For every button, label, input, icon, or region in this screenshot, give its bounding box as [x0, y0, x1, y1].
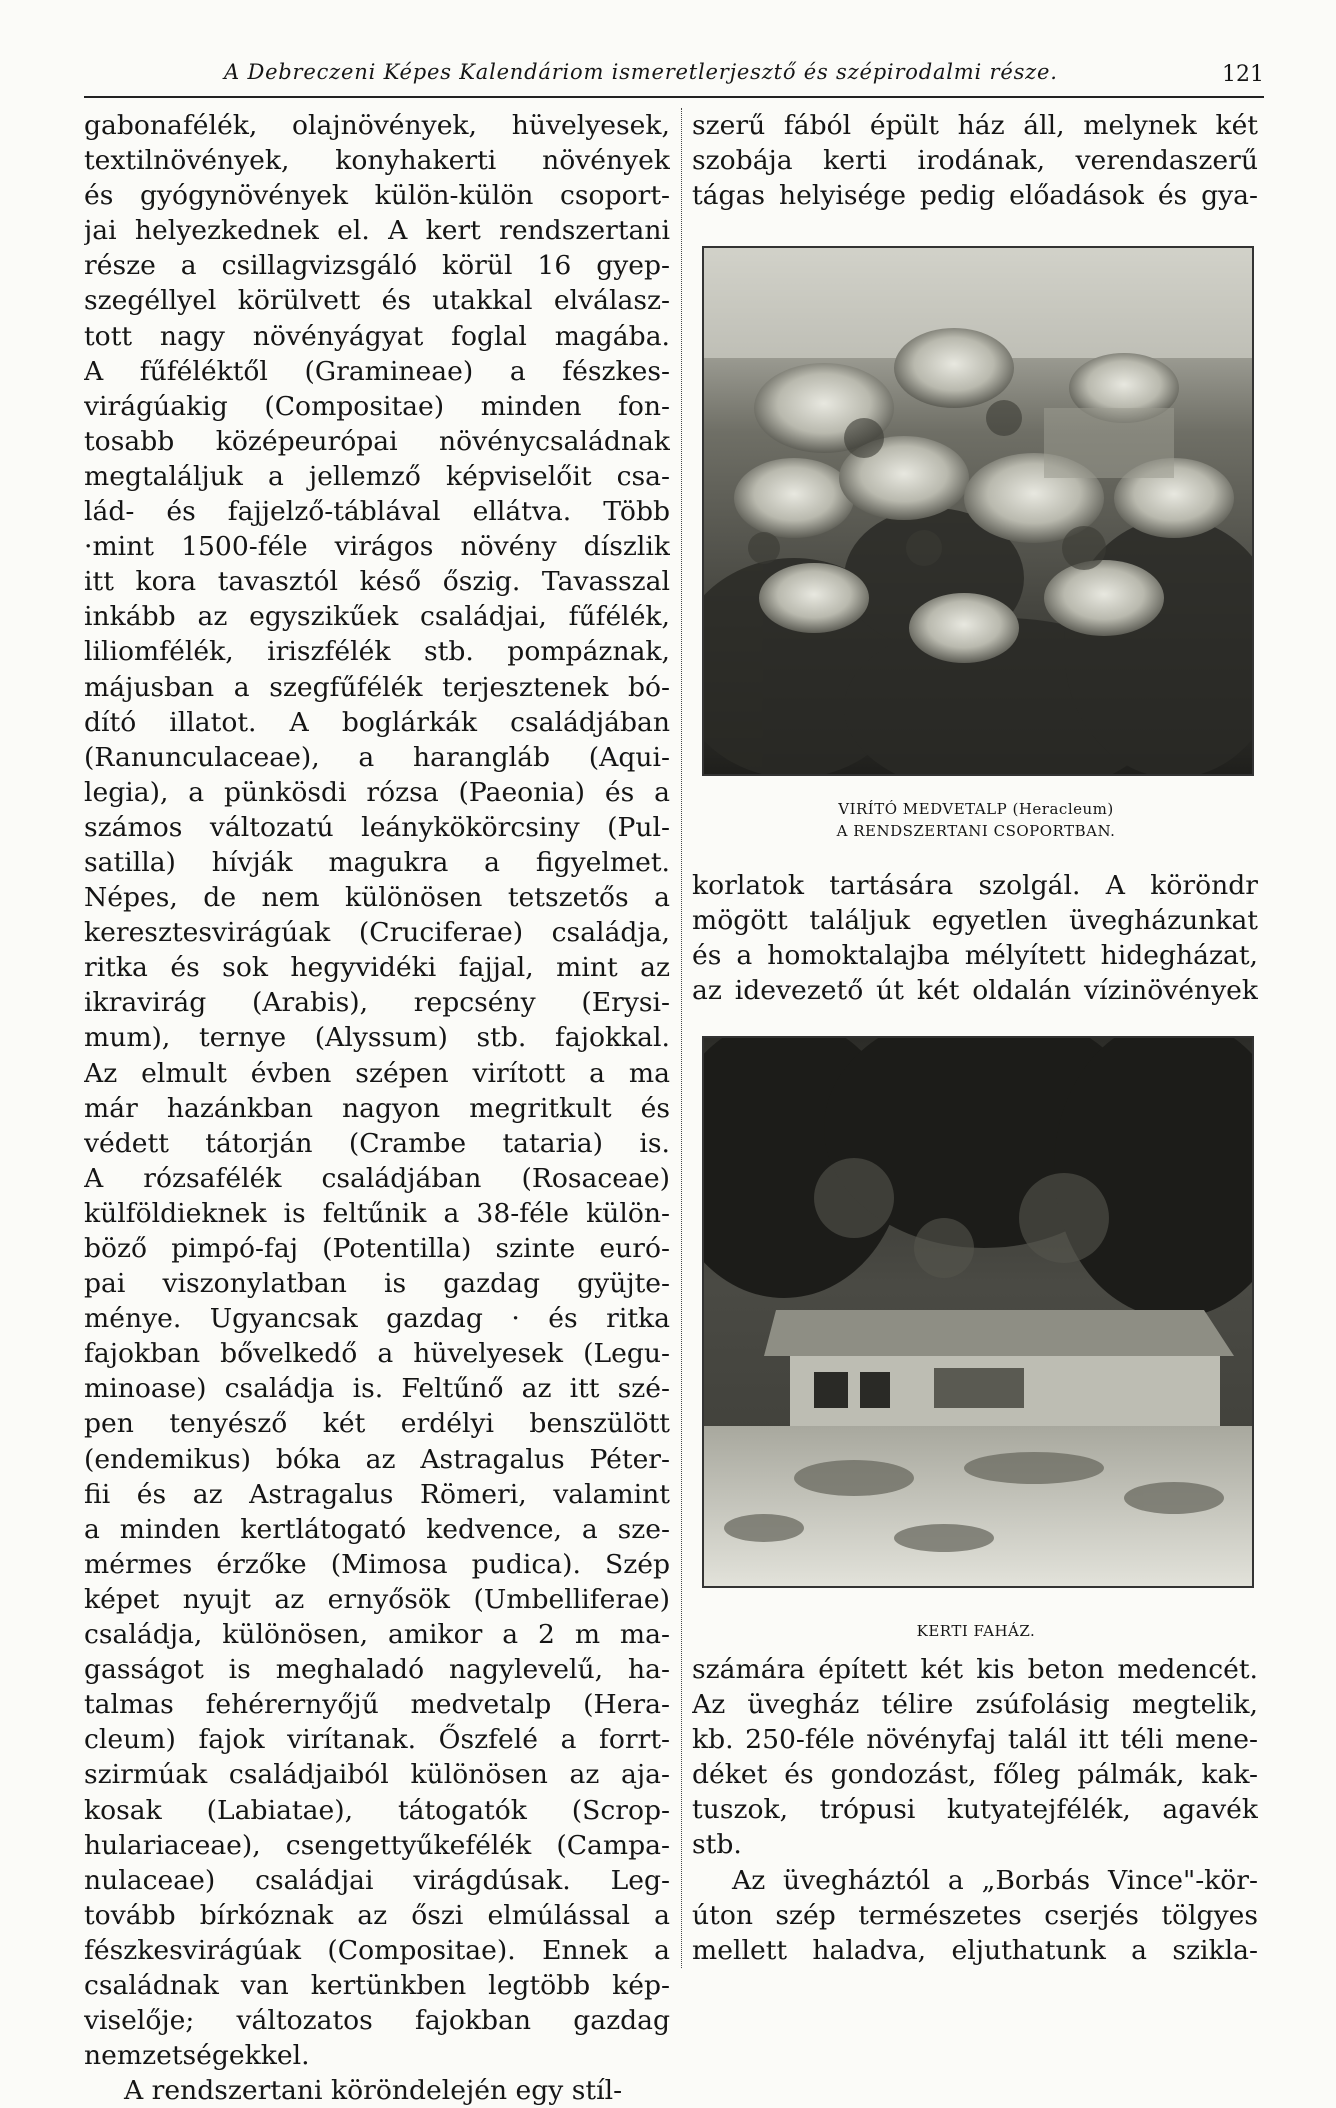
text-line: tágas helyisége pedig előadások és gya- [692, 180, 1258, 212]
right-column-top-text [692, 108, 1258, 213]
text-line: kb. 250-féle növényfaj talál itt téli mene- [692, 1724, 1258, 1756]
text-line: stb. [692, 1829, 742, 1861]
text-line: tott nagy növényágyat foglal magába. [84, 320, 670, 352]
text-line: déket és gondozást, főleg pálmák, kak- [692, 1759, 1258, 1791]
text-line: talmas fehérernyőjű medvetalp (Hera- [84, 1689, 670, 1721]
text-line: liliomfélék, iriszfélék stb. pompáznak, [84, 636, 670, 668]
text-line: fészkesvirágúak (Compositae). Ennek a [84, 1934, 670, 1966]
text-line: virágúakig (Compositae) minden fon- [84, 390, 670, 422]
text-line: már hazánkban nagyon megritkult és [84, 1092, 670, 1124]
text-line: védett tátorján (Crambe tataria) is. [84, 1127, 670, 1159]
text-line: jai helyezkednek el. A kert rendszertani [84, 215, 670, 247]
text-line: Népes, de nem különösen tetszetős a [84, 882, 670, 914]
column-divider [681, 108, 682, 1968]
text-line: textilnövények, konyhakerti növények [84, 145, 670, 177]
text-line: cleum) fajok virítanak. Őszfelé a forrt- [84, 1724, 670, 1756]
text-line: mellett haladva, eljuthatunk a szikla- [692, 1934, 1258, 1966]
photo2-caption-line: KERTI FAHÁZ. [916, 1622, 1036, 1640]
text-line: az idevezető út két oldalán vízinövények [692, 975, 1258, 1007]
text-line: inkább az egyszikűek családjai, fűfélék, [84, 601, 670, 633]
photo-garden-house-image [704, 1038, 1252, 1586]
text-line: családnak van kertünkben legtöbb kép- [84, 1969, 670, 2001]
text-line: nulaceae) családjai virágdúsak. Leg- [84, 1864, 670, 1896]
text-line: (endemikus) bóka az Astragalus Péter- [84, 1443, 670, 1475]
text-line: viselője; változatos fajokban gazdag [84, 2005, 670, 2037]
right-column-middle-text [692, 868, 1258, 1008]
photo1-caption [702, 798, 1250, 842]
photo-heracleum [702, 246, 1254, 776]
text-line: legia), a pünkösdi rózsa (Paeonia) és a [84, 776, 670, 808]
text-line: A rendszertani köröndelején egy stíl- [124, 2075, 623, 2107]
text-line: nemzetségekkel. [84, 2040, 310, 2072]
text-line: része a csillagvizsgáló körül 16 gyep- [84, 250, 670, 282]
text-line: keresztesvirágúak (Cruciferae) családja, [84, 917, 670, 949]
text-line: A fűféléktől (Gramineae) a fészkes- [84, 355, 670, 387]
text-line: Az üvegház télire zsúfolásig megtelik, [692, 1689, 1258, 1721]
page-header [84, 56, 1264, 98]
photo-heracleum-image [704, 248, 1252, 774]
text-line: mögött találjuk egyetlen üvegházunkat [692, 905, 1258, 937]
text-line: gasságot is meghaladó nagylevelű, ha- [84, 1654, 670, 1686]
text-line: fii és az Astragalus Römeri, valamint [84, 1478, 670, 1510]
photo1-caption-line1: VIRÍTÓ MEDVETALP (Heracleum) [838, 800, 1114, 818]
text-line: megtaláljuk a jellemző képviselőit csa- [84, 460, 670, 492]
text-line: satilla) hívják magukra a figyelmet. [84, 846, 670, 878]
running-title: A Debreczeni Képes Kalendáriom ismeretlerjesztő és szépirodalmi része. [224, 60, 1058, 84]
text-line: tuszok, trópusi kutyatejfélék, agavék [692, 1794, 1258, 1826]
text-line: dító illatot. A boglárkák családjában [84, 706, 670, 738]
text-line: tosabb középeurópai növénycsaládnak [84, 425, 670, 457]
right-column-bottom-text [692, 1652, 1258, 1968]
text-line: pai viszonylatban is gazdag gyüjte- [84, 1268, 670, 1300]
text-line: és a homoktalajba mélyített hidegházat, [692, 940, 1258, 972]
text-line: korlatok tartására szolgál. A köröndr [692, 870, 1258, 901]
photo1-caption-line2: A RENDSZERTANI CSOPORTBAN. [836, 822, 1116, 840]
text-line: itt kora tavasztól késő őszig. Tavasszal [84, 566, 670, 598]
text-line: mérmes érzőke (Mimosa pudica). Szép [84, 1548, 670, 1580]
text-line: külföldieknek is feltűnik a 38-féle külön- [84, 1197, 670, 1229]
text-line: Az üvegháztól a „Borbás Vince"-kör- [732, 1864, 1258, 1896]
text-line: hulariaceae), csengettyűkefélék (Campa- [84, 1829, 670, 1861]
text-line: gabonafélék, olajnövények, hüvelyesek, [84, 110, 670, 141]
text-line: kosak (Labiatae), tátogatók (Scrop- [84, 1794, 670, 1826]
text-line: a minden kertlátogató kedvence, a sze- [84, 1513, 670, 1545]
left-column [84, 108, 670, 2108]
text-line: pen tenyésző két erdélyi benszülött [84, 1408, 670, 1440]
text-line: és gyógynövények külön-külön csoport- [84, 180, 670, 212]
text-line: lád- és fajjelző-táblával ellátva. Több [84, 496, 670, 528]
text-line: böző pimpó-faj (Potentilla) szinte euró- [84, 1233, 670, 1264]
text-line: A rózsafélék családjában (Rosaceae) [84, 1162, 670, 1194]
text-line: ritka és sok hegyvidéki fajjal, mint az [84, 952, 670, 984]
text-line: szegéllyel körülvett és utakkal elválasz- [84, 285, 670, 317]
page-number: 121 [1222, 62, 1264, 87]
photo2-caption [702, 1620, 1250, 1642]
text-line: szobája kerti irodának, verendaszerű [692, 145, 1258, 177]
text-line: számos változatú leánykökörcsiny (Pul- [84, 811, 670, 843]
text-line: ikravirág (Arabis), repcsény (Erysi- [84, 987, 670, 1019]
text-line: mum), ternye (Alyssum) stb. fajokkal. [84, 1022, 670, 1054]
text-line: úton szép természetes cserjés tölgyes [692, 1899, 1258, 1931]
text-line: májusban a szegfűfélék terjesztenek bó- [84, 671, 670, 703]
text-line: minoase) családja is. Feltűnő az itt szé- [84, 1373, 670, 1405]
text-line: fajokban bővelkedő a hüvelyesek (Legu- [84, 1338, 670, 1370]
text-line: ménye. Ugyancsak gazdag · és ritka [84, 1303, 670, 1335]
text-line: (Ranunculaceae), a harangláb (Aqui- [84, 741, 670, 773]
text-line: tovább bírkóznak az őszi elmúlással a [84, 1899, 670, 1931]
text-line: számára épített két kis beton medencét. [692, 1654, 1258, 1685]
photo-garden-house [702, 1036, 1254, 1588]
text-line: szirmúak családjaiból különösen az aja- [84, 1759, 670, 1791]
text-line: Az elmult évben szépen virított a ma [84, 1057, 670, 1089]
text-line: családja, különösen, amikor a 2 m ma- [84, 1619, 670, 1651]
text-line: szerű fából épült ház áll, melynek két [692, 110, 1258, 141]
text-line: képet nyujt az ernyősök (Umbelliferae) [84, 1583, 670, 1615]
text-line: ·mint 1500-féle virágos növény díszlik [84, 531, 670, 563]
